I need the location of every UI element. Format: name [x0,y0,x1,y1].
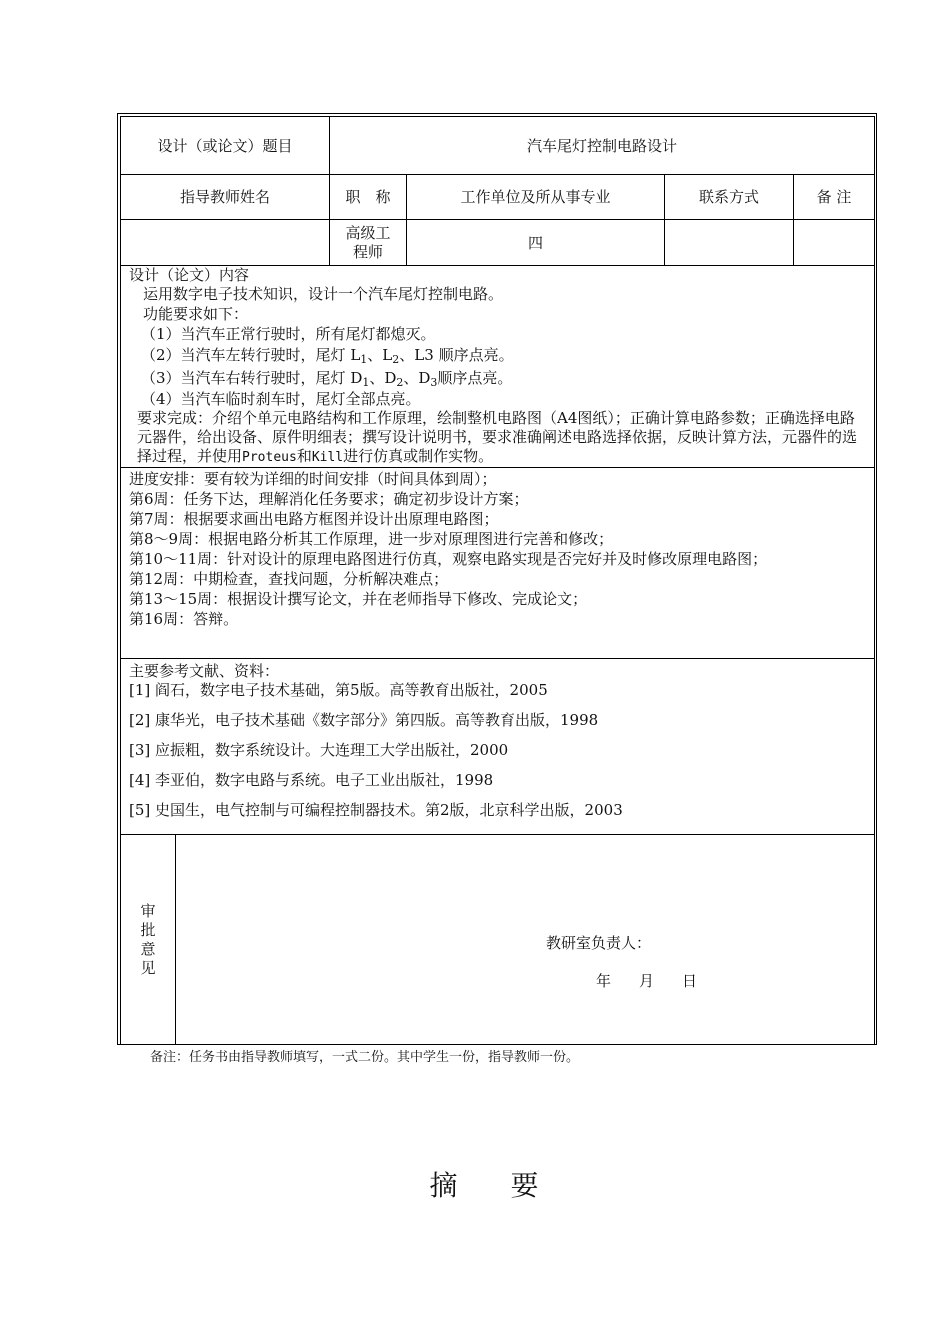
requirements-text: 要求完成：介绍个单元电路结构和工作原理，绘制整机电路图（A4图纸）；正确计算电路参数；正确选择电路元器件，给出设备、原件明细表；撰写设计说明书，要求准确阐述电路选择依据，反映计算方法，元器件的选择过程，并使用 [137,409,858,465]
light-d-sub-3: 3 [430,376,438,389]
schedule-item: 第8～9周：根据电路分析其工作原理，进一步对原理图进行完善和修改； [129,530,614,548]
schedule-item: 第6周：任务下达，理解消化任务要求；确定初步设计方案； [129,490,529,508]
light-d-sub-1: 1 [362,376,370,389]
requirements-and: 和 [296,447,312,465]
advisor-contact-value [665,220,794,266]
reference-item: [4] 李亚伯，数字电路与系统。电子工业出版社，1998 [129,771,494,789]
form-footnote: 备注：任务书由指导教师填写，一式二份。其中学生一份，指导教师一份。 [150,1050,580,1065]
date-month: 月 [639,972,655,990]
light-d-symbol-3: 、D [403,369,431,387]
light-d-symbol: D [350,369,363,387]
header-contact: 联系方式 [665,175,794,220]
header-title: 职 称 [330,175,407,220]
abstract-heading: 摘 要 [429,1169,561,1202]
design-content-cell [121,266,875,468]
function-item-3-prefix: （3）当汽车右转行驶时，尾灯 [141,369,346,387]
function-heading: 功能要求如下： [143,305,249,323]
approval-row [121,835,875,1045]
topic-value: 汽车尾灯控制电路设计 [330,117,875,175]
schedule-item: 第12周：中期检查，查找问题，分析解决难点； [129,570,449,588]
references-heading: 主要参考文献、资料： [129,662,280,680]
light-d-sub-2: 2 [396,376,404,389]
schedule-heading: 进度安排：要有较为详细的时间安排（时间具体到周）； [129,470,497,488]
references-cell [121,659,875,835]
requirements-end: 进行仿真或制作实物。 [343,447,494,465]
light-l-symbol: L [350,346,361,364]
advisor-remark-value [794,220,875,266]
reference-item: [3] 应振粗，数字系统设计。大连理工大学出版社，2000 [129,741,509,759]
function-item-2-prefix: （2）当汽车左转行驶时，尾灯 [141,346,346,364]
light-l-sub-2: 2 [392,353,400,366]
topic-row [121,117,875,175]
approval-label-char: 审 [140,901,156,920]
approval-date [596,971,725,991]
approval-label-char: 见 [140,958,156,977]
advisor-title-value: 高级工程师 [330,220,407,266]
function-item-3 [129,367,868,390]
approval-label-char: 意 [140,939,156,958]
reference-item: [1] 阎石，数字电子技术基础，第5版。高等教育出版社，2005 [129,681,548,699]
function-item-2-suffix: 顺序点亮。 [438,346,514,364]
header-remark: 备 注 [794,175,875,220]
function-item-3-suffix: 顺序点亮。 [437,369,513,387]
function-item-4: （4）当汽车临时刹车时，尾灯全部点亮。 [141,390,421,408]
schedule-cell [121,468,875,659]
schedule-item: 第10～11周：针对设计的原理电路图进行仿真，观察电路实现是否完好并及时修改原理电路图； [129,550,768,568]
task-form-table [120,116,875,1045]
topic-label: 设计（或论文）题目 [121,117,330,175]
header-unit: 工作单位及所从事专业 [407,175,665,220]
content-heading: 设计（论文）内容 [129,266,250,284]
approval-opinion-cell [176,835,875,1045]
approval-label-cell [121,835,176,1045]
advisor-unit-value: 四 [407,220,665,266]
reference-item: [5] 史国生，电气控制与可编程控制器技术。第2版，北京科学出版，2003 [129,801,623,819]
schedule-item: 第13～15周：根据设计撰写论文，并在老师指导下修改、完成论文； [129,590,588,608]
schedule-item: 第7周：根据要求画出电路方框图并设计出原理电路图； [129,510,499,528]
light-l3: 、L3 [399,346,434,364]
advisor-header-row [121,175,875,220]
content-row [121,266,875,468]
reference-item: [2] 康华光，电子技术基础《数字部分》第四版。高等教育出版，1998 [129,711,599,729]
schedule-row [121,468,875,659]
references-row [121,659,875,835]
office-head-signature-label: 教研室负责人： [546,934,652,952]
header-advisor-name: 指导教师姓名 [121,175,330,220]
tool-kill: Kill [311,450,344,465]
completion-requirements [129,409,868,467]
date-day: 日 [682,972,698,990]
light-l-sub-1: 1 [360,353,368,366]
light-d-symbol-2: 、D [369,369,397,387]
tool-proteus: Proteus [242,450,297,465]
schedule-item: 第16周：答辩。 [129,610,239,628]
content-intro: 运用数字电子技术知识，设计一个汽车尾灯控制电路。 [143,285,504,303]
advisor-name-value [121,220,330,266]
advisor-data-row [121,220,875,266]
function-item-2 [129,344,868,367]
date-year: 年 [596,972,612,990]
light-l-symbol-2: 、L [367,346,393,364]
approval-label-char: 批 [140,920,156,939]
function-item-1: （1）当汽车正常行驶时，所有尾灯都熄灭。 [141,325,436,343]
